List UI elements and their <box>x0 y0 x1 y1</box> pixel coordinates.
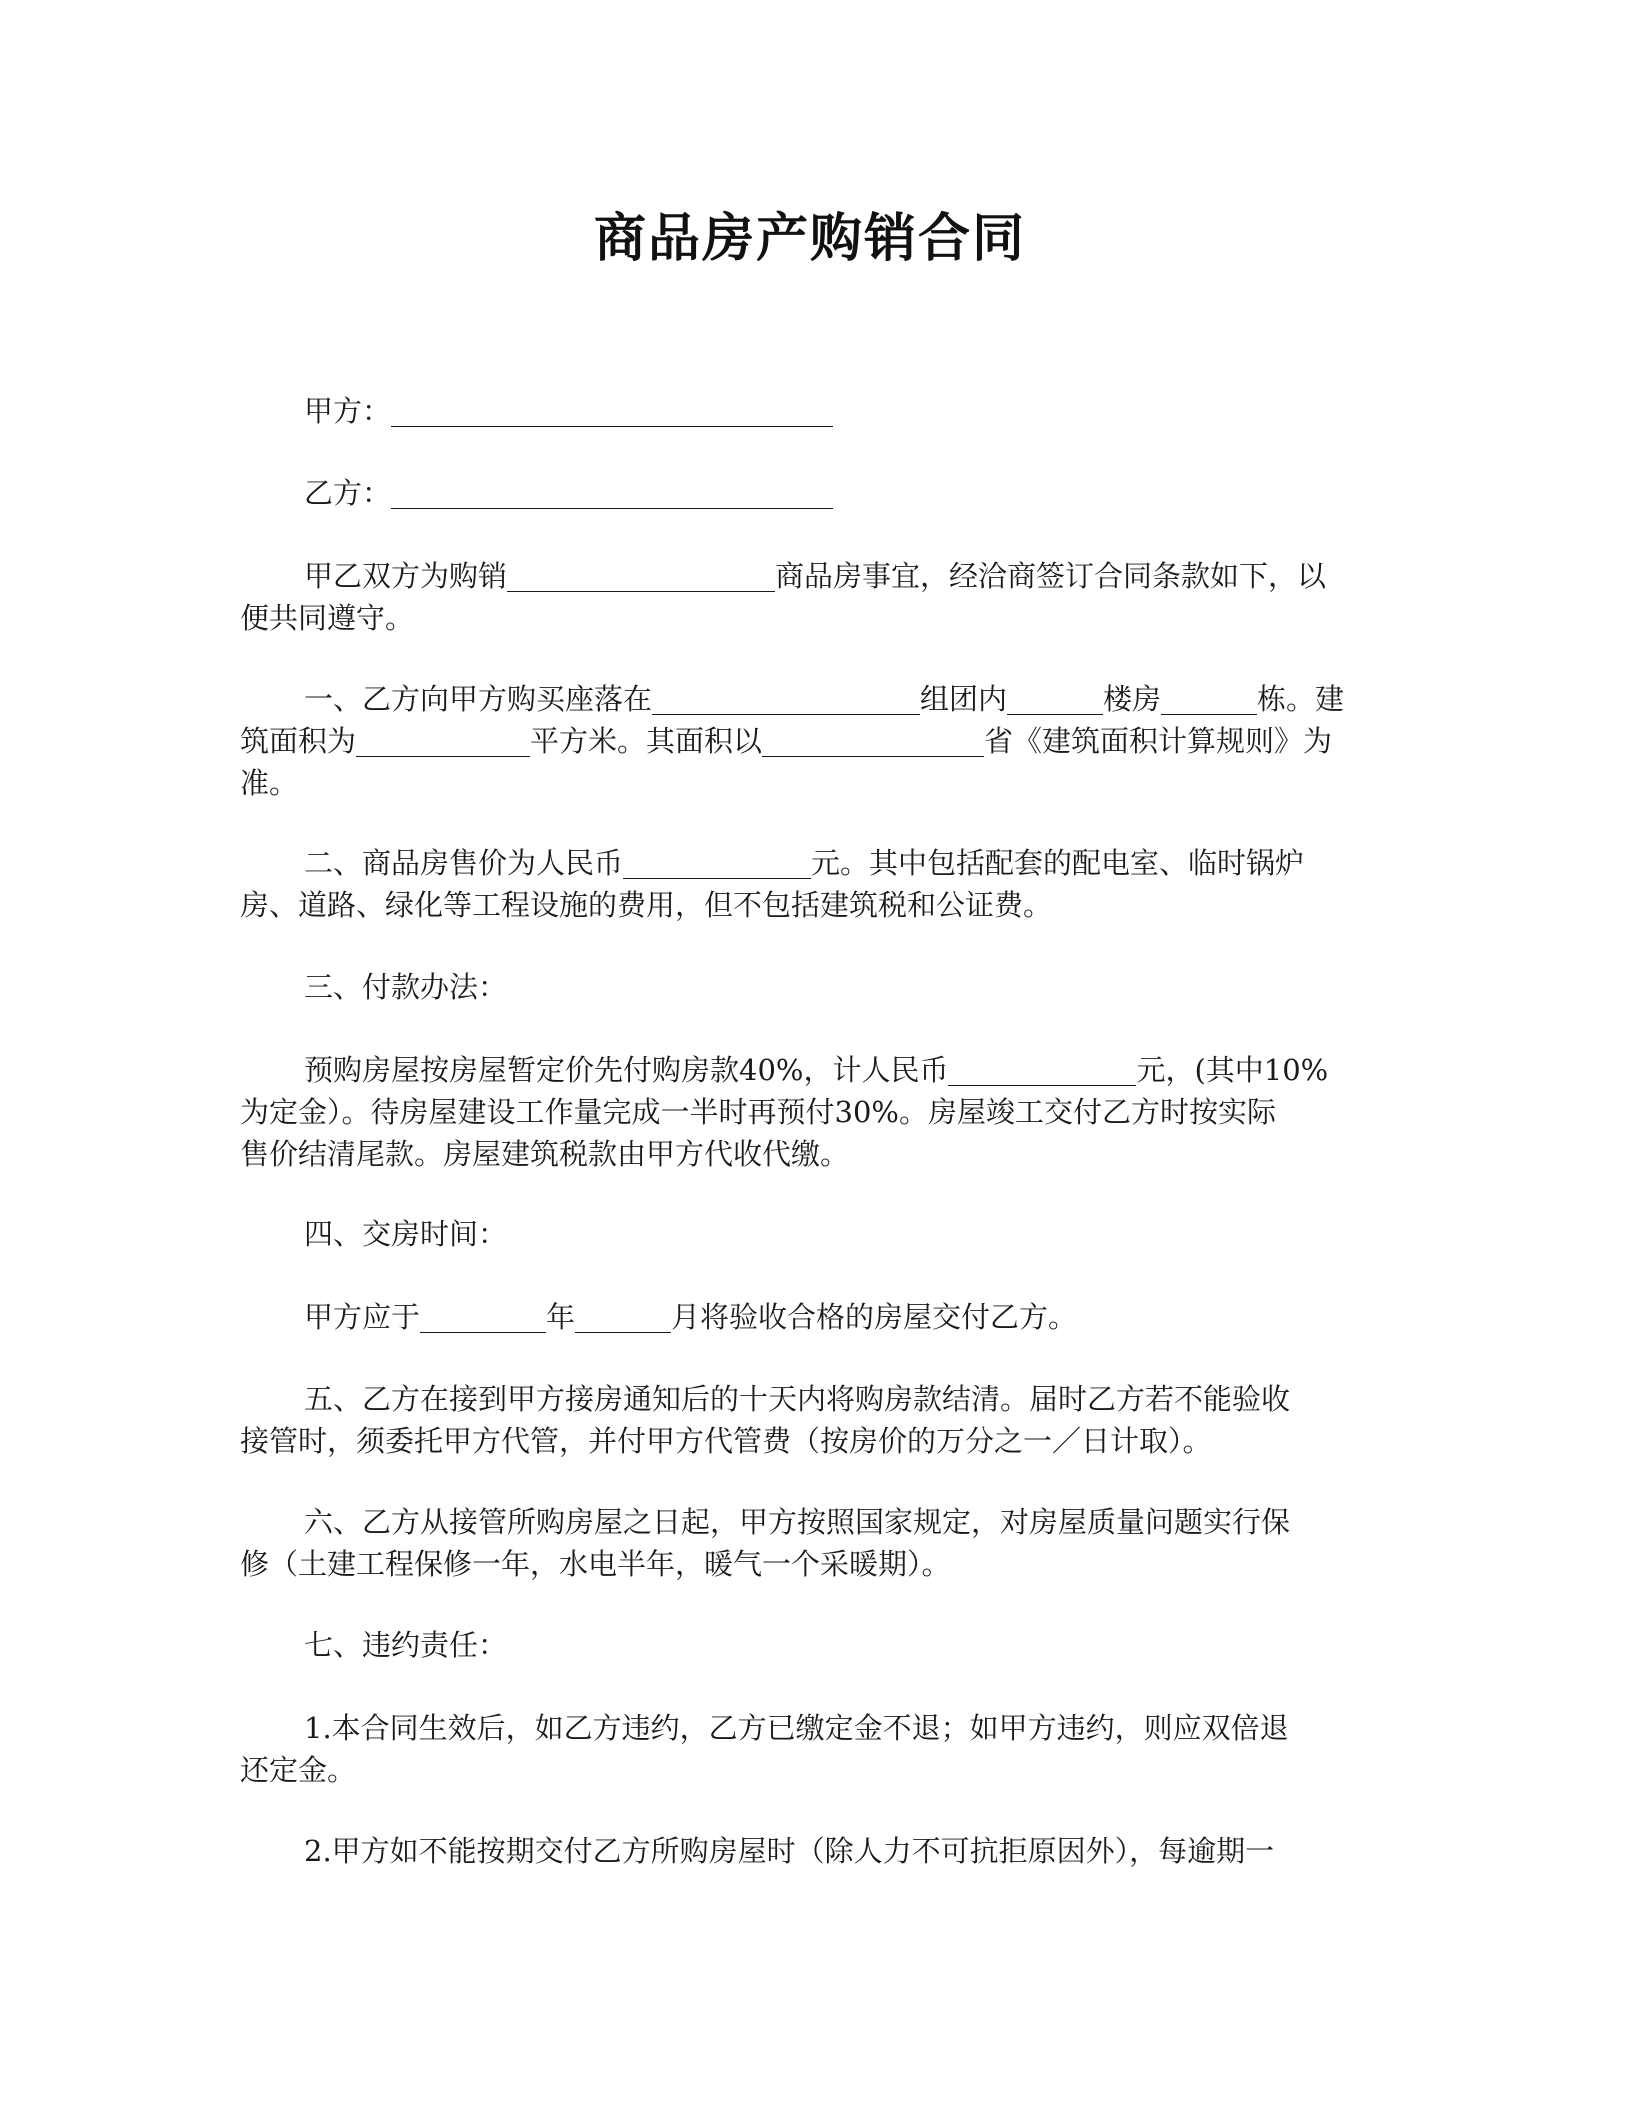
group-blank[interactable] <box>1007 686 1103 715</box>
clause-7-item-1 <box>240 1707 1380 1791</box>
month-blank[interactable] <box>575 1304 671 1333</box>
party-b-line <box>240 472 1444 514</box>
clause-1-text-d: 栋。建 <box>1257 682 1345 716</box>
down-payment-blank[interactable] <box>948 1057 1136 1086</box>
clause-4-heading: 四、交房时间： <box>304 1217 508 1251</box>
province-blank[interactable] <box>762 728 984 757</box>
clause-1-text-b: 组团内 <box>920 682 1008 716</box>
party-b-label: 乙方： <box>304 476 392 510</box>
party-a-blank[interactable] <box>391 398 833 427</box>
clause-1-paragraph <box>240 678 1380 804</box>
clause-4-text-c: 月将验收合格的房屋交付乙方。 <box>671 1300 1078 1334</box>
clause-1-text-c: 楼房 <box>1103 682 1162 716</box>
clause-4-paragraph <box>240 1296 1380 1338</box>
clause-1-text-f: 平方米。其面积以 <box>530 724 763 758</box>
clause-3-paragraph <box>240 1049 1380 1175</box>
intro-text-2: 商品房事宜，经洽商签订合同条款如下，以 <box>775 559 1327 593</box>
clause-5-text-b: 接管时，须委托甲方代管，并付甲方代管费（按房价的万分之一／日计取）。 <box>240 1424 1212 1458</box>
building-blank[interactable] <box>1161 686 1257 715</box>
clause-3-text-d: 售价结清尾款。房屋建筑税款由甲方代收代缴。 <box>240 1137 850 1171</box>
clause-7-item-1-text-b: 还定金。 <box>240 1753 357 1787</box>
clause-1-text-h: 准。 <box>240 766 299 800</box>
clause-3-text-c: 为定金）。待房屋建设工作量完成一半时再预付30%。房屋竣工交付乙方时按实际 <box>240 1095 1276 1129</box>
clause-4-text-b: 年 <box>546 1300 576 1334</box>
clause-6-text-a: 六、乙方从接管所购房屋之日起，甲方按照国家规定，对房屋质量问题实行保 <box>304 1505 1291 1539</box>
clause-7-item-1-text-a: 1.本合同生效后，如乙方违约，乙方已缴定金不退；如甲方违约，则应双倍退 <box>304 1711 1289 1745</box>
party-b-blank[interactable] <box>391 480 833 509</box>
clause-4-text-a: 甲方应于 <box>304 1300 421 1334</box>
clause-2-paragraph <box>240 842 1380 926</box>
clause-5-text-a: 五、乙方在接到甲方接房通知后的十天内将购房款结清。届时乙方若不能验收 <box>304 1382 1291 1416</box>
clause-3-text-b: 元，(其中10% <box>1136 1053 1329 1087</box>
clause-6-text-b: 修（土建工程保修一年，水电半年，暖气一个采暖期）。 <box>240 1547 951 1581</box>
party-a-line <box>240 390 1444 432</box>
price-blank[interactable] <box>623 850 811 879</box>
year-blank[interactable] <box>420 1304 546 1333</box>
area-blank[interactable] <box>356 728 530 757</box>
intro-text-3: 便共同遵守。 <box>240 601 415 635</box>
clause-3-text-a: 预购房屋按房屋暂定价先付购房款40%，计人民币 <box>304 1053 949 1087</box>
clause-7-item-2-text-a: 2.甲方如不能按期交付乙方所购房屋时（除人力不可抗拒原因外），每逾期一 <box>304 1834 1275 1868</box>
clause-5-paragraph <box>240 1378 1380 1462</box>
clause-7-heading: 七、违约责任： <box>304 1628 508 1662</box>
intro-paragraph <box>240 555 1380 639</box>
clause-1-text-g: 省《建筑面积计算规则》为 <box>984 724 1333 758</box>
clause-2-text-a: 二、商品房售价为人民币 <box>304 846 624 880</box>
party-a-label: 甲方： <box>304 394 392 428</box>
clause-7-item-2 <box>240 1830 1380 1872</box>
location-blank[interactable] <box>652 686 920 715</box>
document-title: 商品房产购销合同 <box>593 209 1026 269</box>
clause-3-heading: 三、付款办法： <box>304 970 508 1004</box>
document-page <box>240 0 1380 2112</box>
clause-6-paragraph <box>240 1501 1380 1585</box>
clause-2-text-b: 元。其中包括配套的配电室、临时锅炉 <box>811 846 1305 880</box>
intro-text-1: 甲乙双方为购销 <box>304 559 508 593</box>
clause-1-text-e: 筑面积为 <box>240 724 357 758</box>
clause-1-text-a: 一、乙方向甲方购买座落在 <box>304 682 653 716</box>
clause-2-text-c: 房、道路、绿化等工程设施的费用，但不包括建筑税和公证费。 <box>240 888 1053 922</box>
property-name-blank[interactable] <box>507 563 775 592</box>
